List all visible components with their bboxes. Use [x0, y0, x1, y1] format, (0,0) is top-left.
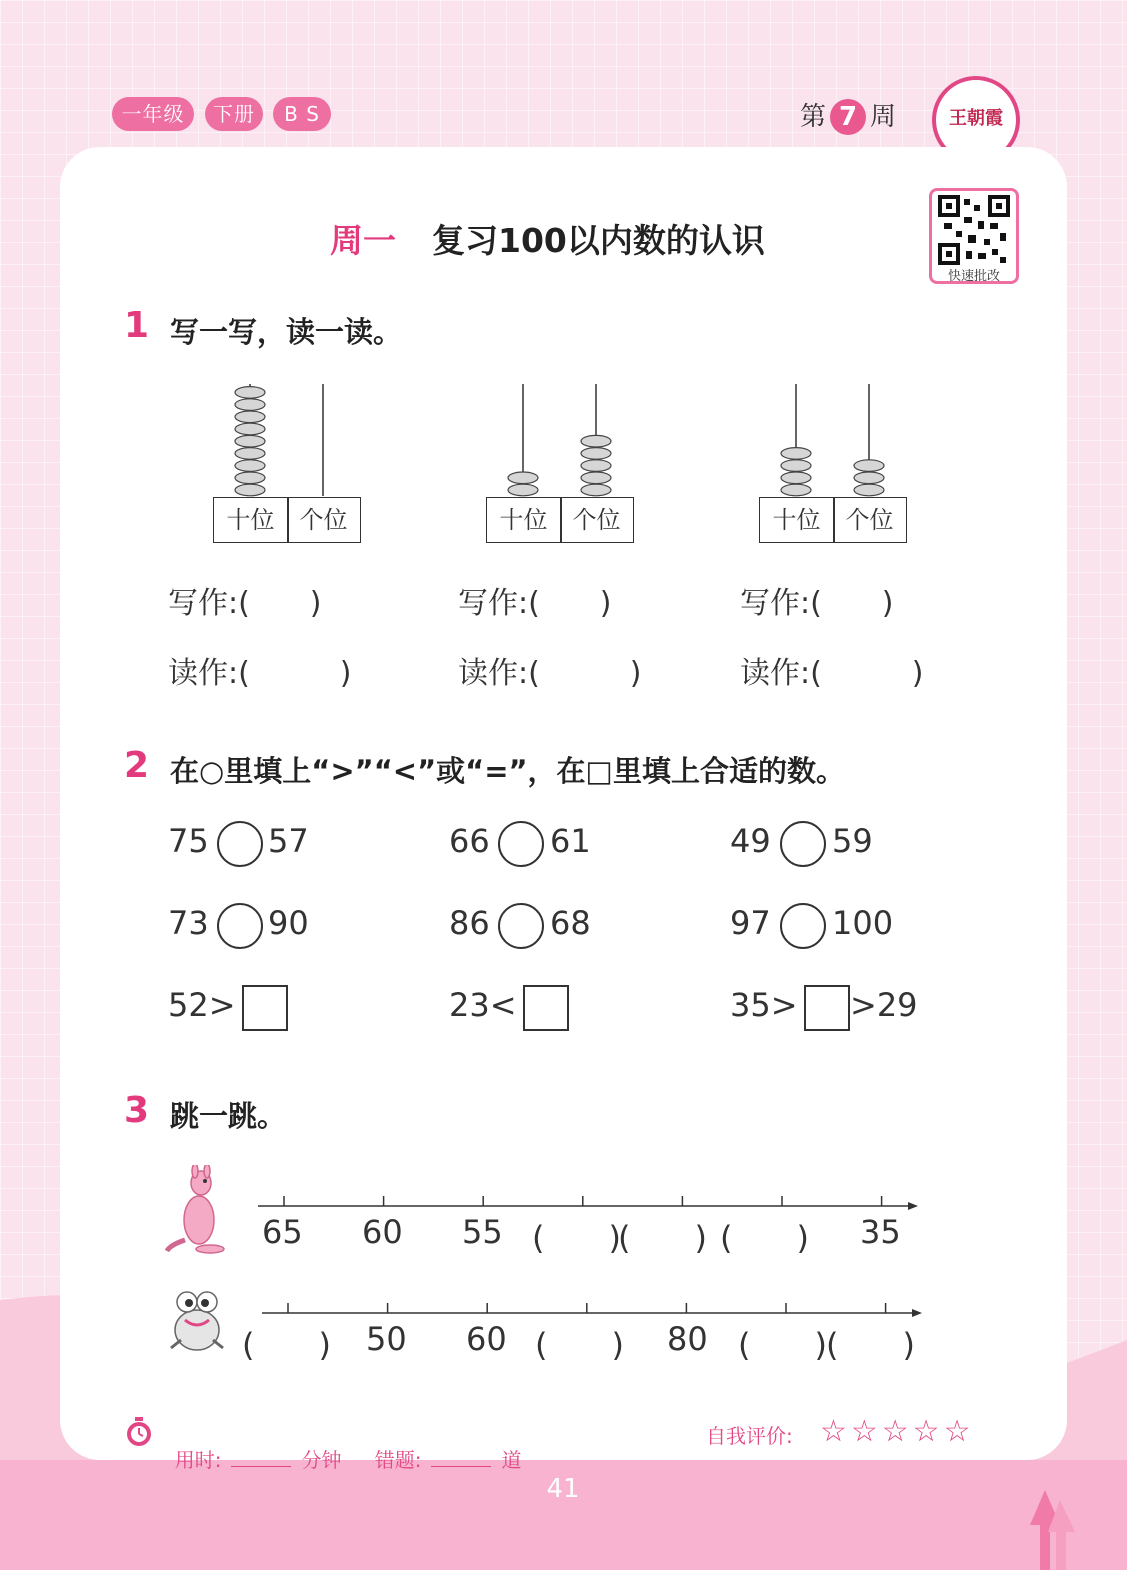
- week-number: 7: [830, 99, 866, 135]
- abacus-bead: [508, 484, 538, 496]
- read-blank-2[interactable]: 读作:( ): [458, 656, 642, 691]
- error-field[interactable]: [362, 1420, 521, 1473]
- grade-tag: 一年级: [112, 97, 194, 131]
- error-unit: 道: [501, 1448, 522, 1472]
- numberline-1-blank[interactable]: ( ): [532, 1219, 621, 1257]
- compare-circle[interactable]: [498, 821, 544, 867]
- numberline-2-blank[interactable]: ( ): [738, 1326, 827, 1364]
- compare-left: 66: [449, 822, 490, 860]
- numberline-1-blank[interactable]: ( ): [720, 1219, 809, 1257]
- numberline-2-blank[interactable]: ( ): [826, 1326, 915, 1364]
- question-1-text: 写一写，读一读。: [170, 315, 403, 349]
- compare-right: 68: [550, 904, 591, 942]
- ones-label: 个位: [845, 506, 894, 534]
- inequality-left: 35>: [730, 986, 798, 1024]
- compare-circle[interactable]: [498, 903, 544, 949]
- read-blank-3[interactable]: 读作:( ): [740, 656, 924, 691]
- numberline-1-label: 60: [362, 1213, 403, 1251]
- abacus-bead: [581, 435, 611, 447]
- day-label: 周一: [330, 221, 396, 260]
- compare-left: 75: [168, 822, 209, 860]
- compare-circle[interactable]: [780, 903, 826, 949]
- abacus-bead: [781, 472, 811, 484]
- numberline-2-label: 80: [667, 1320, 708, 1358]
- place-value-box-1: [213, 497, 361, 543]
- page-number: 41: [546, 1474, 580, 1504]
- error-label: 错题:: [374, 1448, 422, 1472]
- numberline-2-label: 60: [466, 1320, 507, 1358]
- ones-label: 个位: [299, 506, 348, 534]
- numberline-2-label: 50: [366, 1320, 407, 1358]
- abacus-bead: [854, 484, 884, 496]
- compare-circle[interactable]: [780, 821, 826, 867]
- abacus-bead: [781, 460, 811, 472]
- answer-square[interactable]: [523, 985, 569, 1031]
- place-value-box-2: [486, 497, 634, 543]
- abacus-bead: [854, 472, 884, 484]
- week-prefix: 第: [800, 102, 827, 132]
- numberline-1-label: 65: [262, 1213, 303, 1251]
- read-blank-1[interactable]: 读作:( ): [168, 656, 352, 691]
- question-1-number: 1: [124, 305, 150, 346]
- write-blank-1[interactable]: 写作:( ): [168, 586, 322, 621]
- abacus-bead: [235, 472, 265, 484]
- abacus-bead: [235, 460, 265, 472]
- question-2-text: 在○里填上“>”“<”或“=”，在□里填上合适的数。: [170, 754, 845, 788]
- abacus-bead: [235, 435, 265, 447]
- abacus-bead: [235, 387, 265, 399]
- week-indicator: [800, 96, 896, 135]
- time-label: 用时:: [174, 1448, 222, 1472]
- inequality-left: 52>: [168, 986, 236, 1024]
- abacus-group: [0, 370, 1127, 500]
- compare-right: 100: [832, 904, 894, 942]
- numberline-2-blank[interactable]: ( ): [242, 1326, 331, 1364]
- numberline-2-blank[interactable]: ( ): [535, 1326, 624, 1364]
- abacus-bead: [508, 472, 538, 484]
- page-title: [330, 215, 765, 262]
- abacus-bead: [581, 460, 611, 472]
- numberline-1-label: 35: [860, 1213, 901, 1251]
- title-text: 复习100以内数的认识: [432, 221, 765, 260]
- abacus-bead: [235, 399, 265, 411]
- arrow-decoration-icon: [1030, 1490, 1075, 1570]
- abacus-bead: [235, 448, 265, 460]
- numberline-1-blank[interactable]: ( ): [618, 1219, 707, 1257]
- compare-left: 49: [730, 822, 771, 860]
- write-blank-3[interactable]: 写作:( ): [740, 586, 894, 621]
- abacus-bead: [581, 472, 611, 484]
- compare-circle[interactable]: [217, 903, 263, 949]
- abacus-bead: [235, 423, 265, 435]
- numberline-arrow: [908, 1202, 918, 1210]
- tens-label: 十位: [772, 506, 821, 534]
- self-eval-label: 自我评价:: [706, 1424, 793, 1448]
- question-3-number: 3: [124, 1090, 150, 1131]
- answer-square[interactable]: [242, 985, 288, 1031]
- compare-left: 73: [168, 904, 209, 942]
- compare-circle[interactable]: [217, 821, 263, 867]
- abacus-bead: [854, 460, 884, 472]
- question-3-text: 跳一跳。: [170, 1099, 287, 1133]
- abacus-bead: [581, 484, 611, 496]
- inequality-left: 23<: [449, 986, 517, 1024]
- numberline-arrow: [912, 1309, 922, 1317]
- ones-label: 个位: [572, 506, 621, 534]
- week-suffix: 周: [870, 102, 897, 132]
- abacus-bead: [581, 448, 611, 460]
- abacus-bead: [235, 484, 265, 496]
- qr-code[interactable]: [929, 188, 1019, 284]
- time-field[interactable]: [162, 1420, 341, 1473]
- question-2-number: 2: [124, 745, 150, 786]
- answer-square[interactable]: [804, 985, 850, 1031]
- compare-left: 86: [449, 904, 490, 942]
- numberline-1-label: 55: [462, 1213, 503, 1251]
- tens-label: 十位: [499, 506, 548, 534]
- volume-tag: 下册: [205, 97, 263, 131]
- compare-left: 97: [730, 904, 771, 942]
- time-unit: 分钟: [301, 1448, 342, 1472]
- qr-code-icon: [938, 195, 1010, 265]
- inequality-right: >29: [850, 986, 918, 1024]
- write-blank-2[interactable]: 写作:( ): [458, 586, 612, 621]
- compare-right: 57: [268, 822, 309, 860]
- abacus-bead: [781, 448, 811, 460]
- compare-right: 61: [550, 822, 591, 860]
- compare-right: 90: [268, 904, 309, 942]
- stamp-text: 王朝霞: [949, 108, 1003, 129]
- rating-stars[interactable]: ☆☆☆☆☆: [820, 1414, 975, 1449]
- place-value-box-3: [759, 497, 907, 543]
- abacus-bead: [781, 484, 811, 496]
- tens-label: 十位: [226, 506, 275, 534]
- number-lines: [0, 1190, 1127, 1330]
- qr-label: 快速批改: [947, 269, 1000, 284]
- abacus-bead: [235, 411, 265, 423]
- stopwatch-icon: [124, 1416, 154, 1448]
- compare-right: 59: [832, 822, 873, 860]
- edition-tag: B S: [273, 97, 331, 131]
